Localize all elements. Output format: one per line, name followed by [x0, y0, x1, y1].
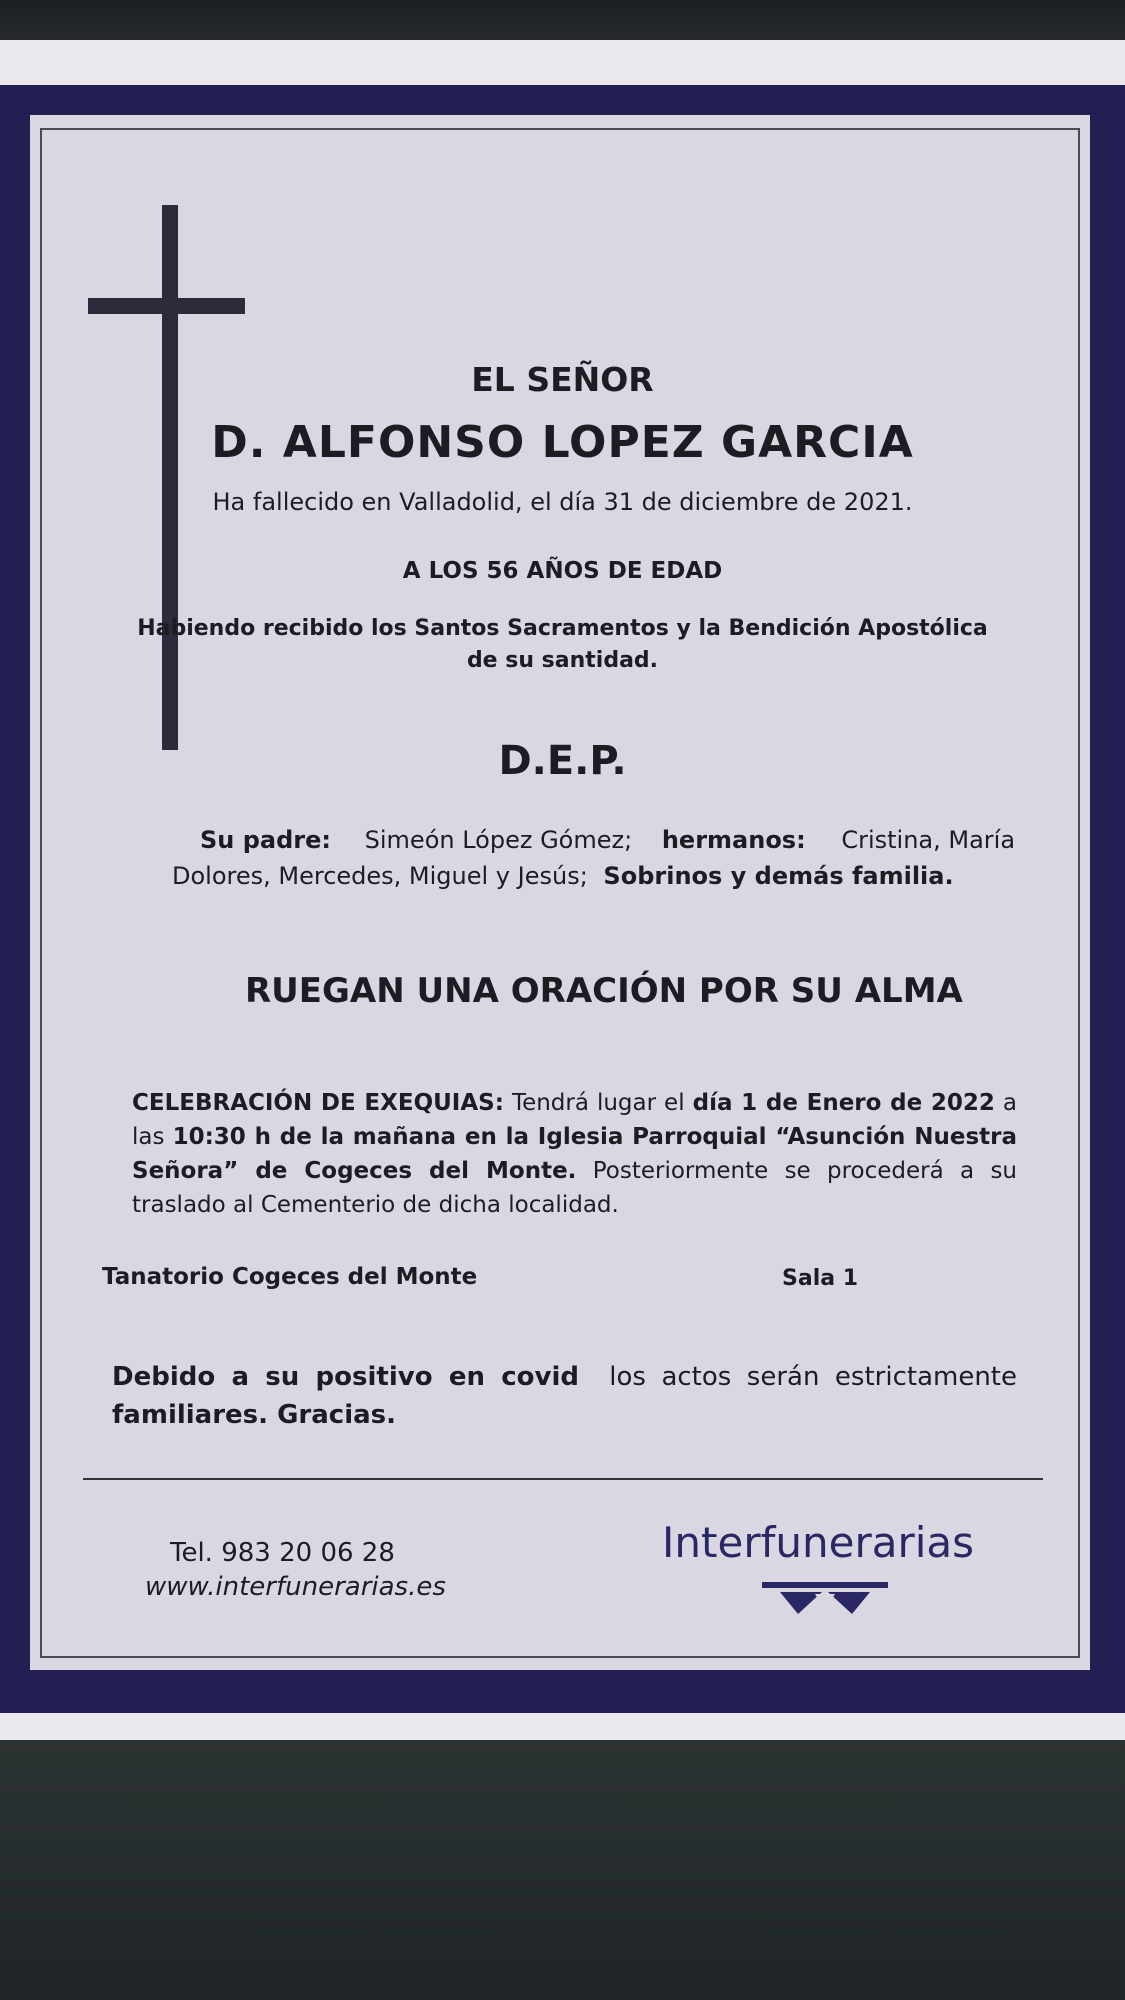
covid-bold-1: Debido a su positivo en covid [112, 1362, 579, 1392]
cross-icon-horizontal [88, 298, 245, 314]
padre-text: Simeón López Gómez; [364, 826, 633, 854]
phone-text: Tel. 983 20 06 28 [170, 1538, 395, 1568]
brand-logo-icon [760, 1580, 890, 1620]
deceased-name: D. ALFONSO LOPEZ GARCIA [211, 417, 914, 468]
tanatorio-text: Tanatorio Cogeces del Monte [102, 1264, 478, 1290]
hermanos-text-1: Cristina, María [841, 826, 1016, 854]
sobrinos-text: Sobrinos y demás familia. [603, 862, 954, 890]
title-small: EL SEÑOR [471, 360, 654, 399]
exequias-text-3: Posteriormente se procederá a su traslado al Cementerio de dicha localidad. [132, 1158, 1017, 1218]
covid-paragraph [112, 1358, 1017, 1434]
exequias-date: día 1 de Enero de 2022 [692, 1090, 995, 1116]
padre-label: Su padre: [200, 826, 331, 854]
brand-logo-text: Interfunerarias [662, 1518, 975, 1567]
family-line-2 [172, 862, 954, 890]
sacraments-line-1: Habiendo recibido los Santos Sacramentos y la Bendición Apostólica [137, 616, 988, 641]
hermanos-label: hermanos: [661, 826, 806, 854]
exequias-text-1: Tendrá lugar el [511, 1090, 685, 1116]
prayer-heading: RUEGAN UNA ORACIÓN POR SU ALMA [245, 971, 963, 1011]
covid-bold-2: familiares. Gracias. [112, 1400, 397, 1430]
family-line-1 [200, 826, 1015, 854]
exequias-paragraph [132, 1086, 1017, 1222]
exequias-label: CELEBRACIÓN DE EXEQUIAS: [132, 1090, 504, 1116]
divider-line [83, 1478, 1043, 1480]
website-text: www.interfunerarias.es [145, 1572, 446, 1602]
background-top [0, 0, 1125, 45]
sala-text: Sala 1 [782, 1266, 859, 1291]
dep-text: D.E.P. [498, 738, 627, 784]
covid-normal: los actos serán estrictamente [609, 1362, 1017, 1392]
sacraments-line-2: de su santidad. [466, 648, 659, 673]
hermanos-text-2: Dolores, Mercedes, Miguel y Jesús; [172, 862, 588, 890]
age-line: A LOS 56 AÑOS DE EDAD [402, 558, 723, 584]
exequias-time-place: 10:30 h de la mañana en la Iglesia Parroquial “Asunción Nuestra Señora” de Cogeces del Monte. [132, 1124, 1017, 1184]
background-bottom [0, 1740, 1125, 2000]
death-line: Ha fallecido en Valladolid, el día 31 de diciembre de 2021. [212, 488, 913, 516]
exequias-text-2: a las [132, 1090, 1018, 1150]
